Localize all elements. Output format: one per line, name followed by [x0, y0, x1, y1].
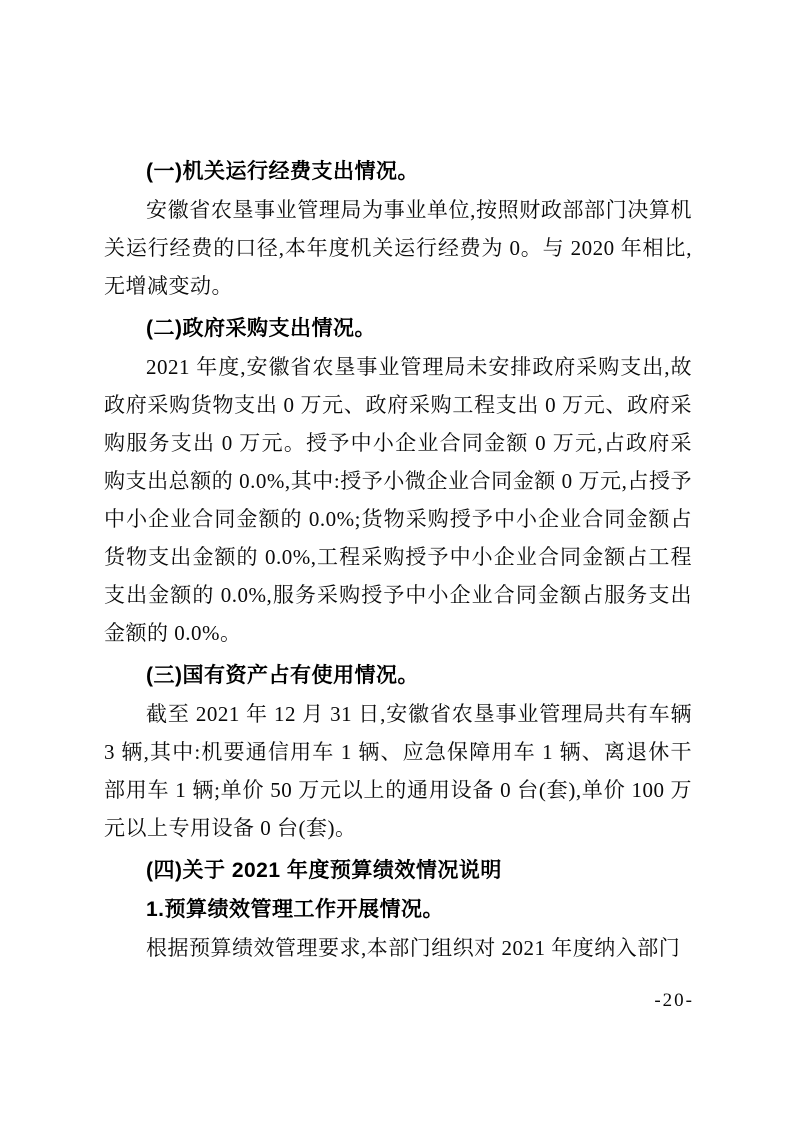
section-1-heading-agency-operating-expense: (一)机关运行经费支出情况。: [146, 160, 419, 183]
document-body: [104, 148, 692, 967]
section-4-subheading-performance-management: 1.预算绩效管理工作开展情况。: [146, 898, 445, 921]
section-2-heading-government-procurement: (二)政府采购支出情况。: [146, 317, 376, 340]
page-number: -20-: [654, 990, 694, 1011]
section-2-paragraph-government-procurement: 2021 年度,安徽省农垦事业管理局未安排政府采购支出,故政府采购货物支出 0 万元、政府采购工程支出 0 万元、政府采购服务支出 0 万元。授予中小企业合同金额 0 万元,占政府采购支出总额的 0.0%,其中:授予小微企业合同金额 0 万元,占授予中小企业合同金额的 0.0%;货物采购授予中小企业合同金额占货物支出金额的 0.0%,工程采购授予中小企业合同金额占工程支出金额的 0.0%,服务采购授予中小企业合同金额占服务支出金额的 0.0%。: [104, 355, 692, 645]
section-4-paragraph-performance-management: 根据预算绩效管理要求,本部门组织对 2021 年度纳入部门: [146, 936, 681, 960]
section-3-paragraph-state-owned-assets: 截至 2021 年 12 月 31 日,安徽省农垦事业管理局共有车辆 3 辆,其中:机要通信用车 1 辆、应急保障用车 1 辆、离退休干部用车 1 辆;单价 50 万元以上的通用设备 0 台(套),单价 100 万元以上专用设备 0 台(套)。: [104, 702, 692, 840]
section-4-heading-budget-performance: (四)关于 2021 年度预算绩效情况说明: [146, 859, 502, 882]
section-3-heading-state-owned-assets: (三)国有资产占有使用情况。: [146, 664, 419, 687]
section-1-paragraph-agency-operating-expense: 安徽省农垦事业管理局为事业单位,按照财政部部门决算机关运行经费的口径,本年度机关运行经费为 0。与 2020 年相比,无增减变动。: [104, 198, 692, 298]
